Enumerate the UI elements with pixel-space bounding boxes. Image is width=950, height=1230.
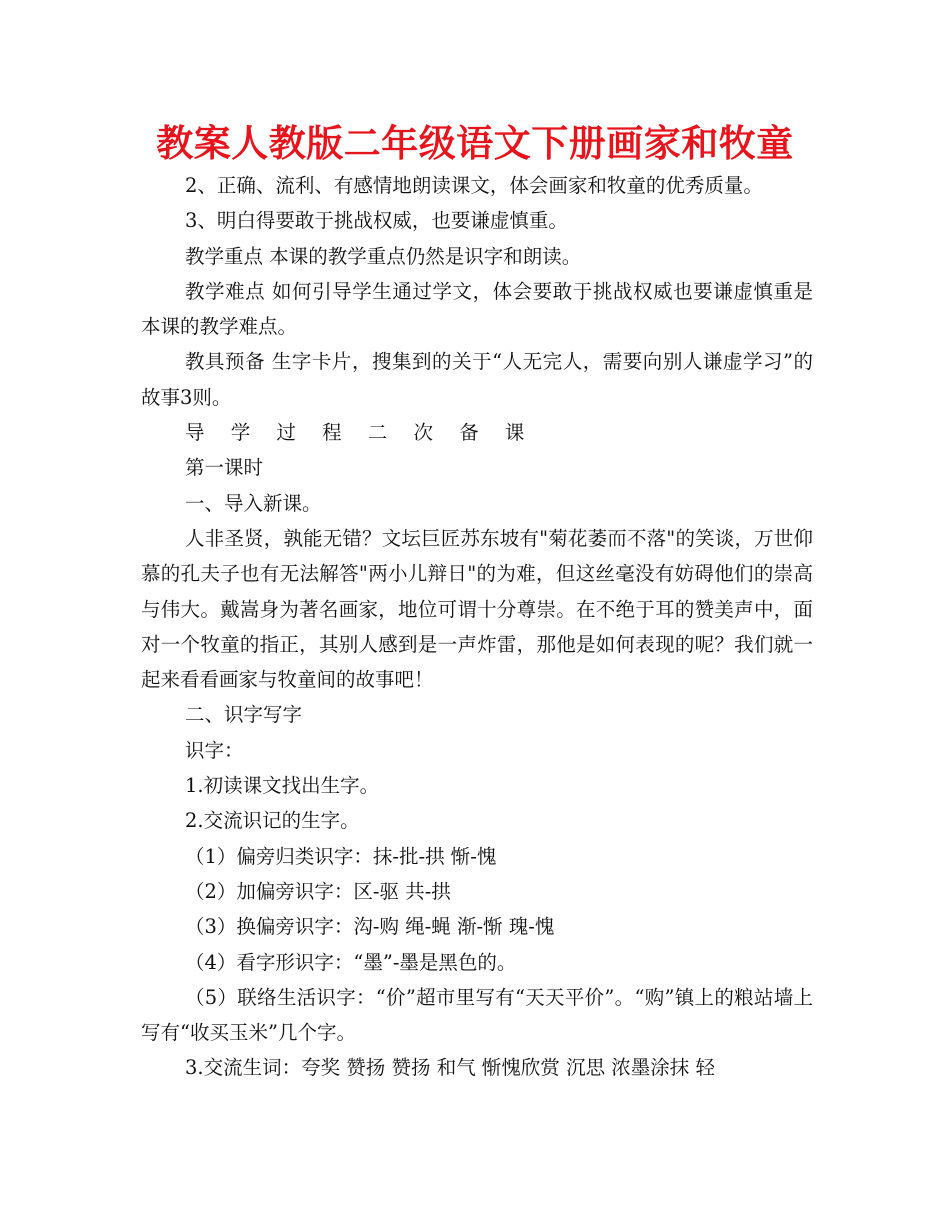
method-3: （3）换偏旁识字：沟-购 绳-蝇 渐-惭 瑰-愧	[185, 915, 555, 939]
method-1: （1）偏旁归类识字：抹-批-拱 惭-愧	[185, 844, 497, 868]
teaching-difficulty: 教学难点 如何引导学生通过学文，体会要敢于挑战权威也要谦虚慎重是本课的教学难点。	[141, 279, 813, 339]
section-heading-literacy: 二、识字写字	[185, 703, 303, 727]
document-title: 教案人教版二年级语文下册画家和牧童	[156, 122, 794, 165]
section-heading-intro: 一、导入新课。	[185, 491, 322, 515]
literacy-label: 识字：	[185, 738, 244, 762]
intro-paragraph: 人非圣贤，孰能无错？文坛巨匠苏东坡有"菊花萎而不落"的笑谈，万世仰慕的孔夫子也有无法解答"两小儿辩日"的为难，但这丝毫没有妨碍他们的崇高与伟大。戴嵩身为著名画家，地位可谓十分尊崇。在不绝于耳的赞美声中，面对一个牧童的指正，其别人感到是一声炸雷，那他是如何表现的呢？我们就一起来看看画家与牧童间的故事吧！	[141, 526, 813, 692]
method-5: （5）联络生活识字：“价”超市里写有“天天平价”。“购”镇上的粮站墙上写有“收买玉米”几个字。	[141, 985, 813, 1045]
step-1: 1.初读课文找出生字。	[185, 774, 380, 798]
teaching-focus: 教学重点 本课的教学重点仍然是识字和朗读。	[185, 244, 582, 268]
lesson-heading: 第一课时	[185, 456, 264, 480]
step-3: 3.交流生词：夸奖 赞扬 赞扬 和气 惭愧欣赏 沉思 浓墨涂抹 轻	[185, 1056, 715, 1080]
process-heading: 导 学 过 程 二 次 备 课	[185, 421, 535, 445]
objective-2: 2、正确、流利、有感情地朗读课文，体会画家和牧童的优秀质量。	[185, 174, 763, 197]
method-4: （4）看字形识字：“墨”-墨是黑色的。	[185, 950, 517, 974]
document-body	[141, 168, 813, 1086]
teaching-aids: 教具预备 生字卡片，搜集到的关于“人无完人，需要向别人谦虚学习”的故事3则。	[141, 350, 813, 409]
step-2: 2.交流识记的生字。	[185, 809, 360, 833]
method-2: （2）加偏旁识字：区-驱 共-拱	[185, 879, 451, 903]
objective-3: 3、明白得要敢于挑战权威，也要谦虚慎重。	[185, 209, 568, 233]
